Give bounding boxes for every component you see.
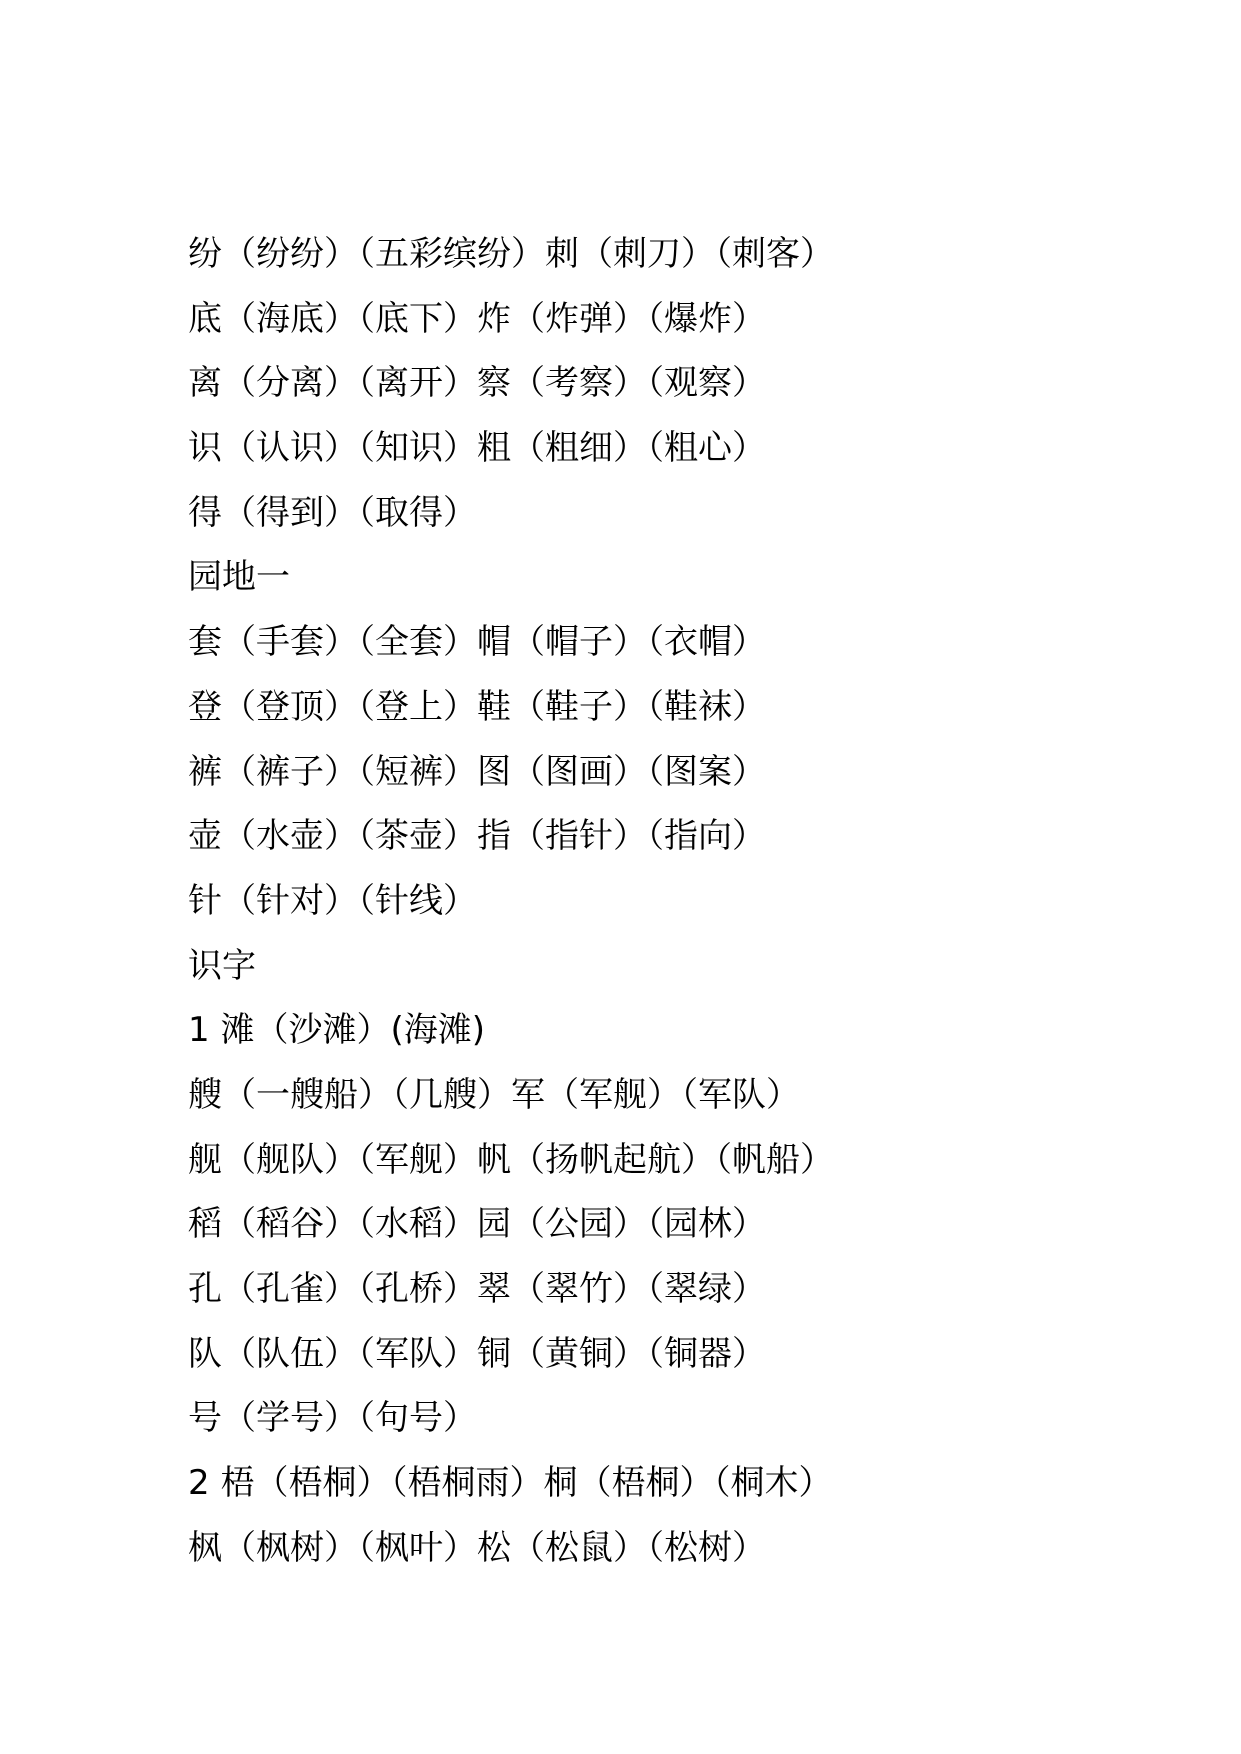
text-line: 2 梧（梧桐）（梧桐雨）桐（梧桐）（桐木） xyxy=(188,1463,833,1504)
text-line: 队（队伍）（军队）铜（黄铜）（铜器） xyxy=(188,1333,766,1374)
text-line: 壶（水壶）（茶壶）指（指针）（指向） xyxy=(188,816,766,857)
text-line: 识（认识）（知识）粗（粗细）（粗心） xyxy=(188,428,766,469)
text-line: 枫（枫树）（枫叶）松（松鼠）（松树） xyxy=(188,1527,766,1568)
text-line: 得（得到）（取得） xyxy=(188,492,477,533)
text-line: 登（登顶）（登上）鞋（鞋子）（鞋袜） xyxy=(188,686,766,727)
text-line: 离（分离）（离开）察（考察）（观察） xyxy=(188,363,766,404)
text-line: 底（海底）（底下）炸（炸弹）（爆炸） xyxy=(188,298,766,339)
text-line: 针（针对）（针线） xyxy=(188,880,477,921)
text-line: 艘（一艘船）（几艘）军（军舰）（军队） xyxy=(188,1074,800,1115)
section-heading: 园地一 xyxy=(188,557,290,598)
text-line: 孔（孔雀）（孔桥）翠（翠竹）（翠绿） xyxy=(188,1269,766,1309)
document-body xyxy=(188,222,1188,1580)
text-line: 稻（稻谷）（水稻）园（公园）（园林） xyxy=(188,1204,766,1245)
text-line: 1 滩（沙滩）(海滩) xyxy=(188,1010,485,1051)
text-line: 号（学号）（句号） xyxy=(188,1398,477,1439)
text-line: 套（手套）（全套）帽（帽子）（衣帽） xyxy=(188,622,766,663)
section-heading: 识字 xyxy=(188,945,256,986)
text-line: 裤（裤子）（短裤）图（图画）（图案） xyxy=(188,751,766,792)
text-line: 纷（纷纷）（五彩缤纷）刺（刺刀）（刺客） xyxy=(188,234,834,274)
text-line: 舰（舰队）（军舰）帆（扬帆起航）（帆船） xyxy=(188,1139,834,1180)
